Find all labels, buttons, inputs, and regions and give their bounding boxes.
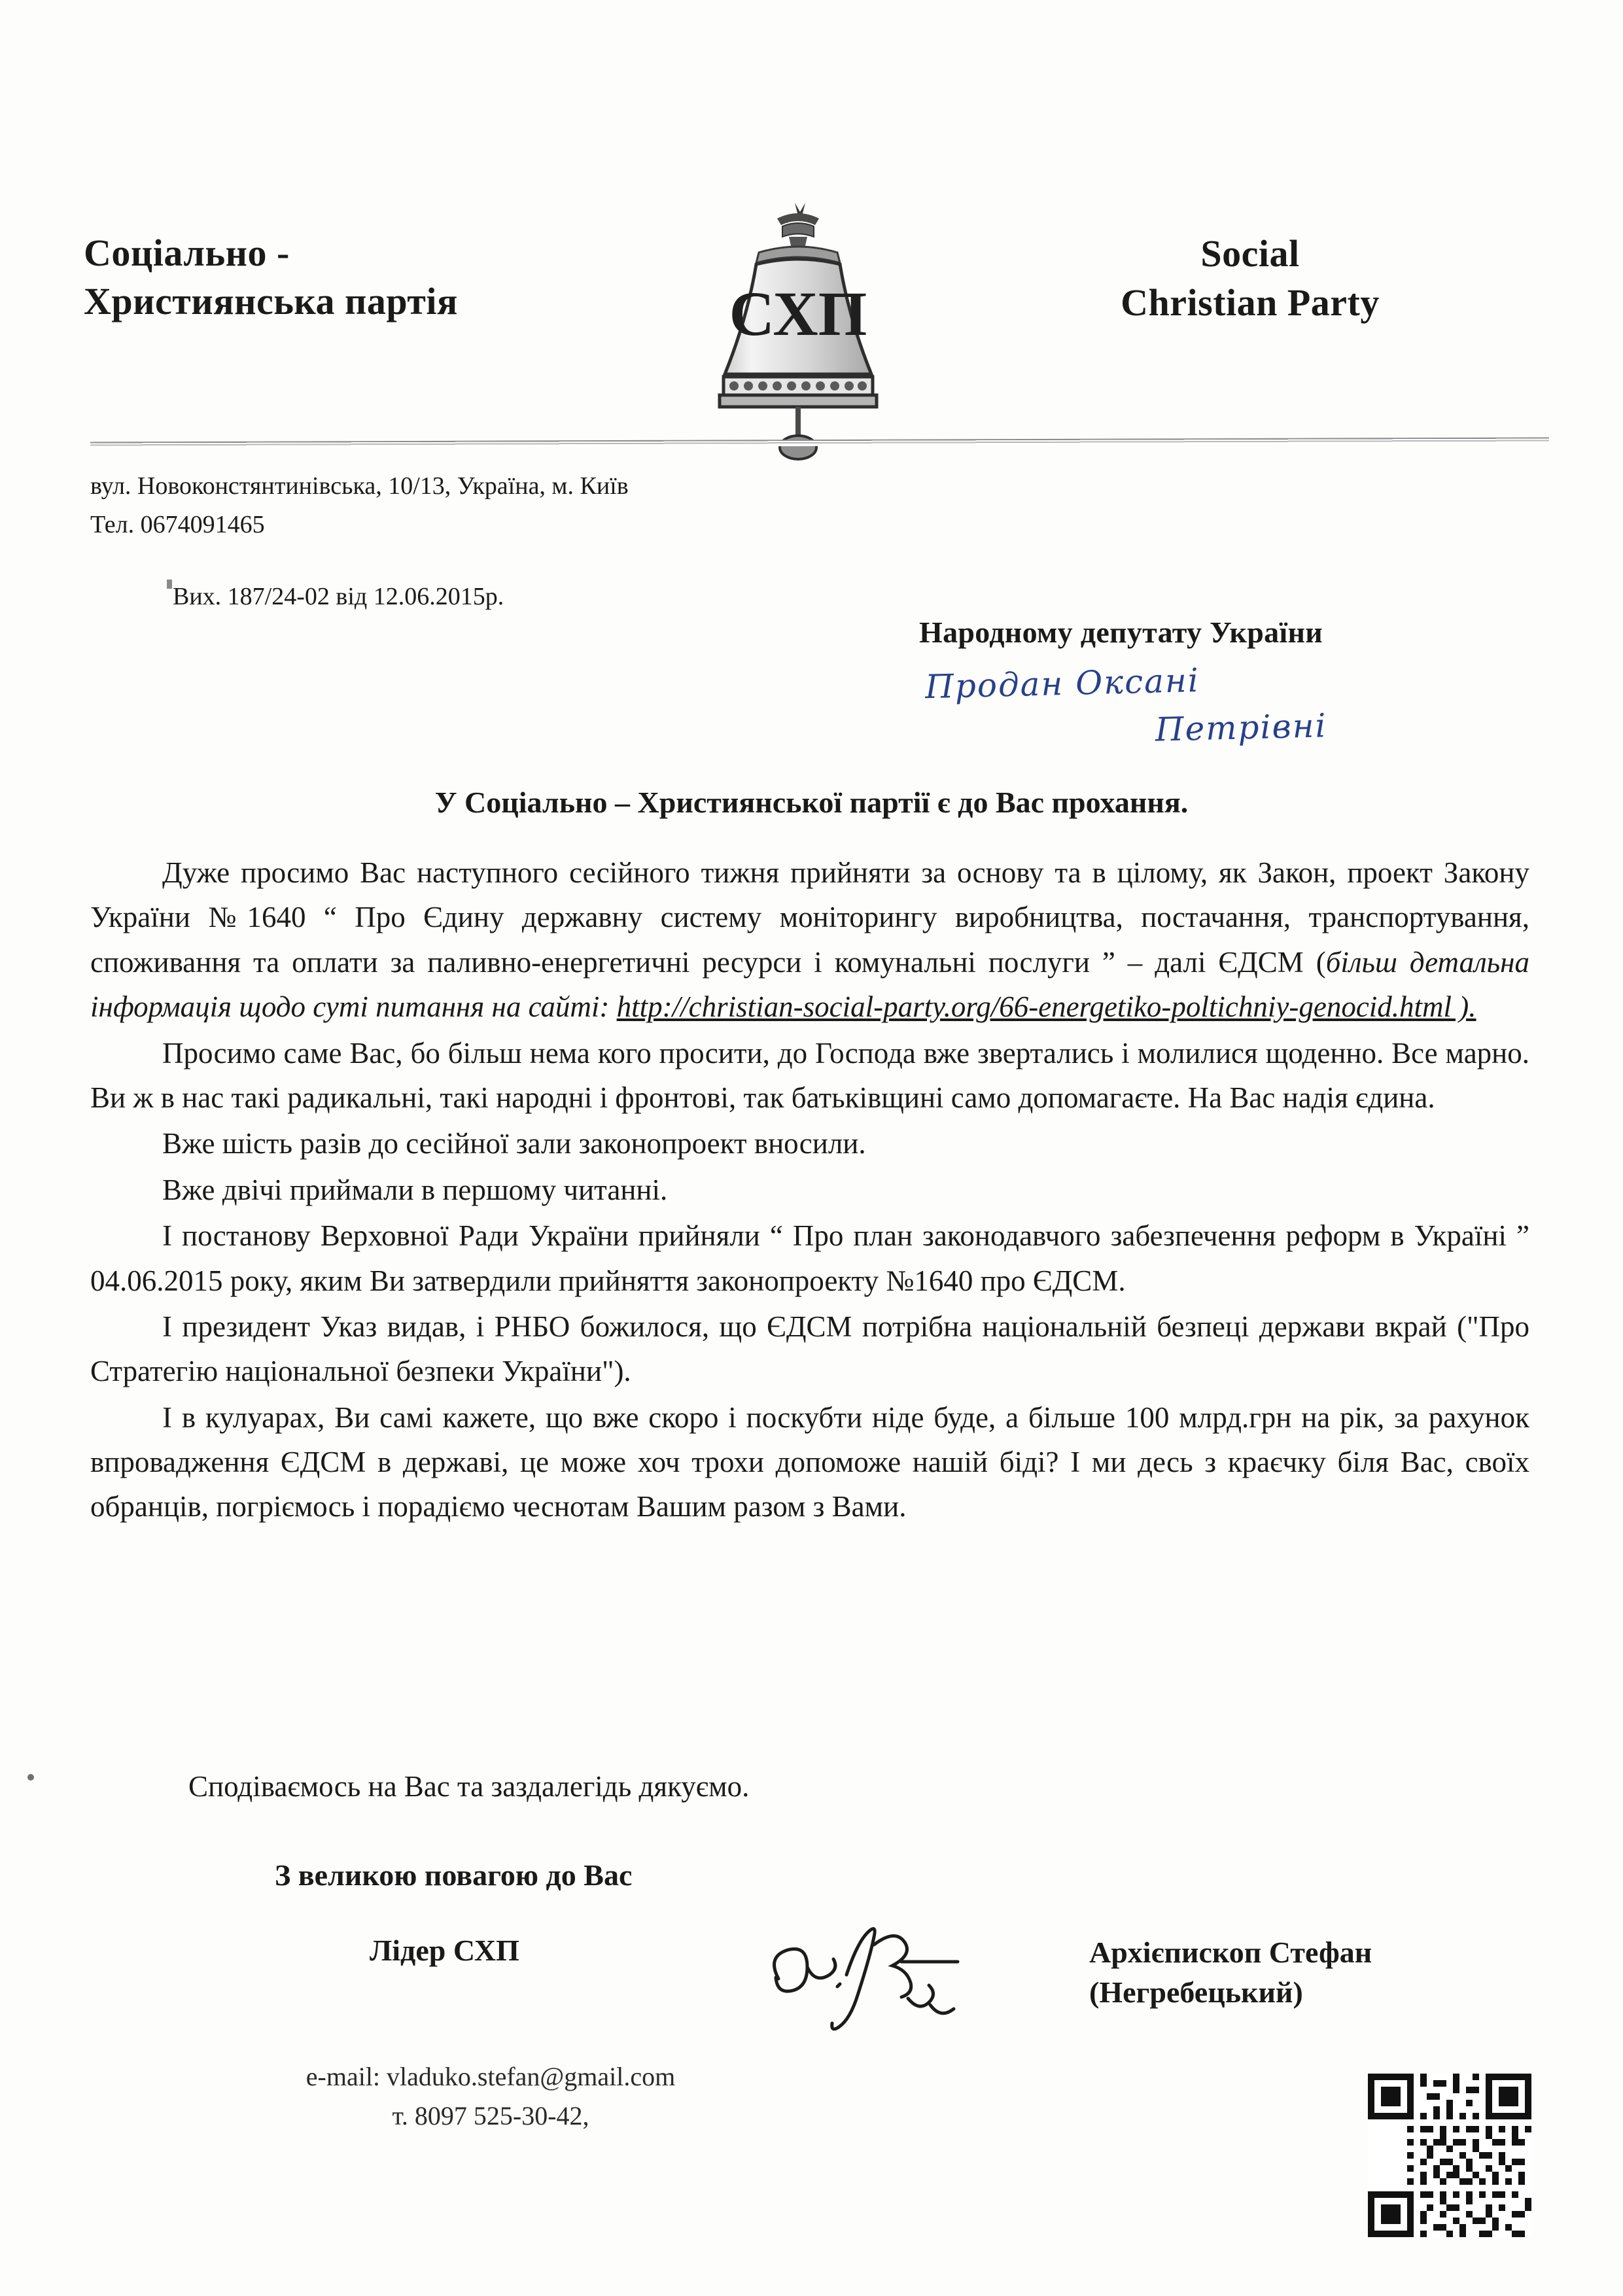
body-paragraph-4: Вже двічі приймали в першому читанні. [162, 1173, 668, 1206]
addressee-handwritten-name [924, 650, 1580, 757]
contact-block [90, 467, 629, 544]
handwritten-signature [759, 1907, 1099, 2038]
body-p1-link[interactable]: http://christian-social-party.org/66-energetiko-poltichniy-genocid.html ). [616, 990, 1476, 1024]
footer-contacts [229, 2057, 752, 2136]
party-name-ukrainian [84, 229, 672, 326]
party-name-ua-line2: Християнська партія [84, 280, 458, 323]
body-paragraph-3: Вже шість разів до сесійної зали законопроект вносили. [162, 1127, 866, 1160]
party-name-english [956, 229, 1544, 328]
qr-code-icon [1368, 2074, 1531, 2237]
body-paragraph-7: І в кулуарах, Ви самі кажете, що вже скоро і поскубти ніде буде, а більше 100 млрд.грн на рік, за рахунок впровадження ЄДСМ в державі, це може хоч трохи допоможе нашій біді? І ми десь з крaєчку біля Вас, своїх обранців, погріємось і порадіємо чеснотам Вашим разом з Вами. [90, 1400, 1529, 1523]
party-name-en-line2: Christian Party [1121, 281, 1380, 324]
closing-thanks: Сподіваємось на Вас та заздалегідь дякуємо. [188, 1770, 750, 1803]
leader-title: Лідер СХП [370, 1934, 519, 1967]
contact-address: вул. Новоконстянтинівська, 10/13, Україна, м. Київ [90, 472, 629, 500]
party-name-en-line1: Social [1200, 232, 1300, 275]
signer-name [1089, 1933, 1372, 2012]
body-paragraph-6: І президент Указ видав, і РНБО божилося, що ЄДСМ потрібна національній безпеці держави вкрай ("Про Стратегію національної безпеки України"). [90, 1310, 1529, 1388]
signer-line-1: Архієпископ Стефан [1089, 1936, 1372, 1969]
body-paragraph-2: Просимо саме Вас, бо більш нема кого просити, до Господа вже звертались і молилися щоденно. Все марно. Ви ж в нас такі радикальні, такі народні і фронтові, так батьківщині само допомагаєте. На Вас надія єдина. [90, 1036, 1529, 1114]
signer-line-2: (Негребецький) [1089, 1975, 1303, 2009]
party-name-ua-line1: Соціально - [84, 232, 290, 274]
body-p1-italic: більш детальна інформація щодо суті питання на сайті: [90, 945, 1529, 1024]
addressee-title: Народному депутату України [919, 616, 1323, 649]
body-paragraph-1 [90, 850, 1529, 1030]
closing-regards: З великою повагою до Вас [275, 1858, 633, 1892]
scan-artifact-dot [27, 1774, 34, 1781]
logo-monogram-text: СХП [729, 279, 867, 349]
letterhead [0, 98, 1623, 438]
bell-logo-icon [661, 196, 935, 478]
signature-row [0, 1933, 1623, 2077]
letter-subject: У Соціально – Християнської партії є до Вас прохання. [434, 786, 1189, 819]
body-paragraph-5: І постанову Верховної Ради України прийняли “ Про план законодавчого забезпечення реформ в Україні ” 04.06.2015 року, яким Ви затвердили прийняття законопроекту №1640 про ЄДСМ. [90, 1219, 1529, 1297]
body-p1-text: Дуже просимо Вас наступного сесійного тижня прийняти за основу та в цілому, як Закон, проект Закону України №1640 “ Про Єдину державну систему моніторингу виробництва, постачання, транспортування, споживання та оплати за паливно-енергетичні ресурси і комунальні послуги ” – далі ЄДСМ ( [90, 856, 1529, 979]
outgoing-number: Вих. 187/24-02 від 12.06.2015р. [173, 583, 504, 610]
scan-artifact [167, 580, 172, 589]
footer-phone: т. 8097 525-30-42, [392, 2101, 589, 2131]
contact-phone: Тел. 0674091465 [90, 510, 265, 538]
handwritten-line-1: Продан Оксані [924, 661, 1200, 706]
handwritten-line-2: Петрівні [1155, 706, 1328, 749]
letter-body [90, 850, 1529, 1531]
footer-email[interactable]: e-mail: vladuko.stefan@gmail.com [305, 2062, 676, 2091]
